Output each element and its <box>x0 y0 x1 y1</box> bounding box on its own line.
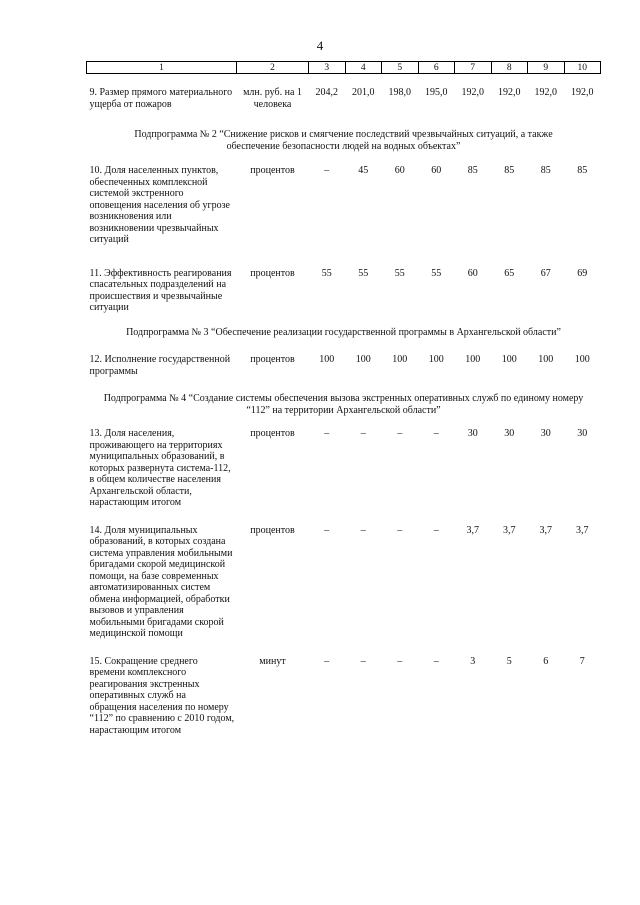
indicator-value: 30 <box>577 428 588 439</box>
indicator-name: 13. Доля населения, проживающего на территориях муниципальных образований, в которых развернута система-112, в общем количестве населения Архангельской области, нарастающим итогом <box>89 428 231 508</box>
indicator-value: 100 <box>501 354 517 365</box>
indicator-value: 67 <box>540 267 551 279</box>
page-number: 4 <box>316 38 324 53</box>
indicator-value: 60 <box>467 267 478 279</box>
indicator-unit: процентов <box>250 428 295 439</box>
indicator-name: 10. Доля населенных пунктов, обеспеченных комплексной системой экстренного оповещения населения об угрозе возникновения или возникновении чрезвычайных ситуаций <box>89 165 230 245</box>
indicator-value: – <box>397 655 403 667</box>
indicator-value: 55 <box>358 267 369 279</box>
indicator-unit: минут <box>259 655 286 667</box>
subprogram-row <box>87 118 601 165</box>
indicator-value: 6 <box>543 655 549 667</box>
indicator-value: 192,0 <box>571 87 594 98</box>
indicator-value: 100 <box>392 354 408 365</box>
indicator-value: 192,0 <box>534 87 557 98</box>
indicator-unit: процентов <box>250 524 295 536</box>
header-cell: 7 <box>455 62 492 74</box>
indicator-value: 5 <box>506 655 512 667</box>
indicator-name: 15. Сокращение среднего времени комплексного реагирования экстренных оперативных служб на обращения населения по номеру “112” по сравнению с 2010 годом, нарастающим итогом <box>89 655 235 736</box>
indicator-value: 204,2 <box>315 87 338 98</box>
column-number-header <box>87 62 601 74</box>
indicator-value: 100 <box>538 354 554 365</box>
table-row <box>87 268 601 327</box>
indicator-value: 3,7 <box>503 524 516 536</box>
indicators-table <box>86 61 601 736</box>
indicator-value: 195,0 <box>425 87 448 98</box>
indicator-value: 85 <box>504 165 515 176</box>
indicator-value: 85 <box>577 165 588 176</box>
indicator-value: – <box>433 428 439 439</box>
indicator-value: 85 <box>540 165 551 176</box>
indicator-value: 30 <box>504 428 515 439</box>
indicator-value: – <box>324 428 330 439</box>
indicator-value: 201,0 <box>352 87 375 98</box>
indicator-value: 3,7 <box>539 524 552 536</box>
header-cell: 6 <box>418 62 455 74</box>
header-cell: 4 <box>345 62 382 74</box>
indicator-value: 85 <box>467 165 478 176</box>
indicator-value: 45 <box>358 165 369 176</box>
indicator-unit: процентов <box>250 165 295 176</box>
indicator-value: 192,0 <box>498 87 521 98</box>
header-cell: 5 <box>382 62 419 74</box>
indicator-value: 100 <box>428 354 444 365</box>
indicator-value: – <box>324 655 330 667</box>
table-row <box>87 354 601 393</box>
table-row <box>87 656 601 737</box>
indicator-value: 3,7 <box>466 524 479 536</box>
indicator-value: 60 <box>394 165 405 176</box>
indicator-unit: млн. руб. на 1 человека <box>243 87 302 110</box>
indicator-value: 192,0 <box>461 87 484 98</box>
indicator-unit: процентов <box>250 267 295 279</box>
indicator-value: – <box>360 524 366 536</box>
header-cell: 1 <box>87 62 237 74</box>
indicator-value: 55 <box>321 267 332 279</box>
indicator-value: 3,7 <box>576 524 589 536</box>
indicator-name: 9. Размер прямого материального ущерба от пожаров <box>89 87 233 110</box>
indicator-value: 198,0 <box>388 87 411 98</box>
header-cell: 3 <box>309 62 346 74</box>
indicator-value: – <box>324 165 330 176</box>
indicator-value: 30 <box>540 428 551 439</box>
indicator-value: – <box>433 655 439 667</box>
subprogram-row <box>87 393 601 428</box>
header-cell: 2 <box>237 62 309 74</box>
table-row <box>87 74 601 119</box>
indicator-value: – <box>324 524 330 536</box>
indicator-value: 100 <box>355 354 371 365</box>
indicator-value: 65 <box>504 267 515 279</box>
indicator-value: 55 <box>394 267 405 279</box>
header-cell: 8 <box>491 62 528 74</box>
indicator-value: 60 <box>431 165 442 176</box>
indicator-value: – <box>397 524 403 536</box>
indicator-name: 14. Доля муниципальных образований, в которых создана система управления мобильными бригадами скорой медицинской помощи, на базе современных автоматизированных систем обмена информацией, обработки вызовов и управления мобильными бригадами скорой медицинской помощи <box>89 524 233 639</box>
indicator-value: – <box>360 428 366 439</box>
indicator-value: 100 <box>574 354 590 365</box>
indicator-unit: процентов <box>250 354 295 365</box>
header-cell: 10 <box>564 62 601 74</box>
header-cell: 9 <box>528 62 565 74</box>
indicator-value: – <box>433 524 439 536</box>
indicator-value: – <box>360 655 366 667</box>
indicator-value: 7 <box>579 655 585 667</box>
indicator-value: 3 <box>470 655 476 667</box>
indicator-value: – <box>397 428 403 439</box>
indicator-name: 11. Эффективность реагирования спасательных подразделений на происшествия и чрезвычайные ситуации <box>89 267 232 313</box>
indicator-value: 30 <box>467 428 478 439</box>
subprogram-title: Подпрограмма № 3 “Обеспечение реализации государственной программы в Архангельской области” <box>126 326 561 338</box>
indicator-value: 100 <box>319 354 335 365</box>
subprogram-title: Подпрограмма № 4 “Создание системы обеспечения вызова экстренных оперативных служб по единому номеру “112” на территории Архангельской области” <box>103 393 584 416</box>
indicator-value: 69 <box>577 267 588 279</box>
indicator-value: 100 <box>465 354 481 365</box>
subprogram-row <box>87 327 601 355</box>
table-row <box>87 428 601 525</box>
table-row <box>87 165 601 268</box>
subprogram-title: Подпрограмма № 2 “Снижение рисков и смягчение последствий чрезвычайных ситуаций, а также обеспечение безопасности людей на водных объектах” <box>134 129 553 152</box>
table-row <box>87 525 601 656</box>
indicator-value: 55 <box>431 267 442 279</box>
indicator-name: 12. Исполнение государственной программы <box>89 354 231 377</box>
